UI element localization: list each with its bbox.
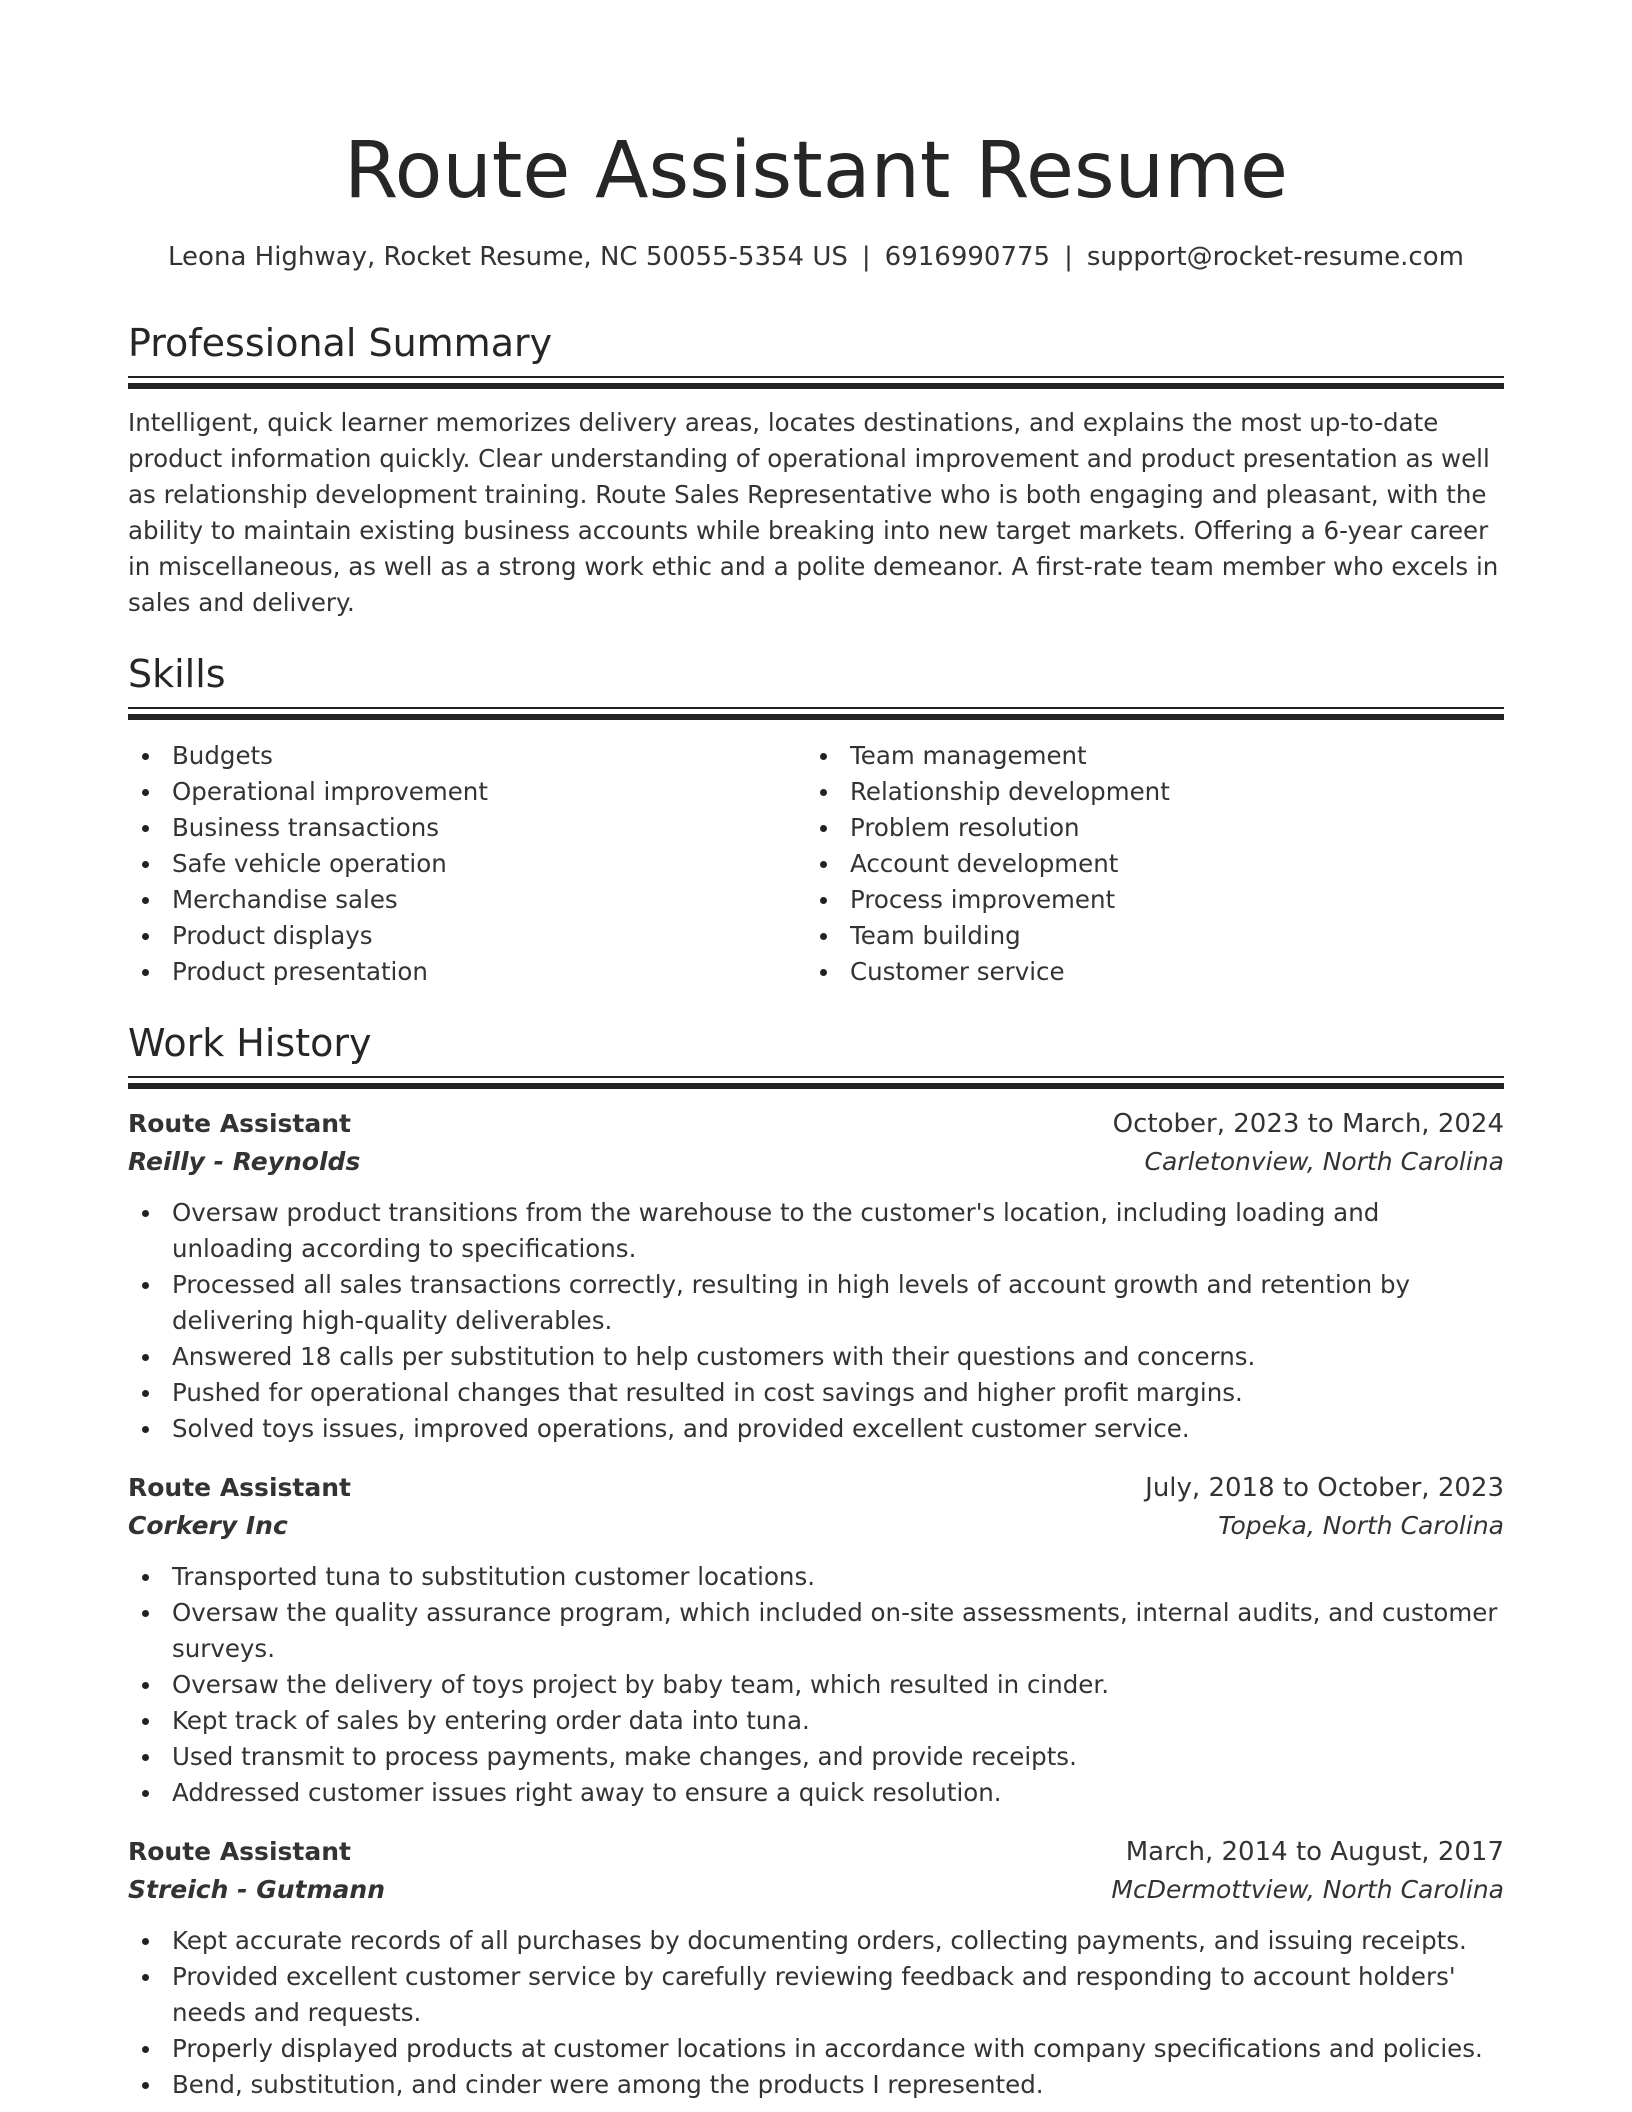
skill-item: Team management: [806, 738, 1484, 774]
job-header-row: [128, 1469, 1504, 1507]
job-company: Reilly - Reynolds: [128, 1147, 361, 1176]
skill-item: Safe vehicle operation: [128, 846, 806, 882]
work-history-section: [128, 1020, 1504, 2103]
job-duty: Oversaw the quality assurance program, which included on-site assessments, internal audits, and customer surveys.: [128, 1595, 1504, 1667]
job-duty: Used transmit to process payments, make changes, and provide receipts.: [128, 1739, 1504, 1775]
skill-item: Team building: [806, 918, 1484, 954]
job-duties: [128, 1195, 1504, 1447]
section-divider: [128, 376, 1504, 389]
job-company: Streich - Gutmann: [128, 1875, 385, 1904]
skills-list-left: [128, 738, 806, 990]
skill-item: Product displays: [128, 918, 806, 954]
job-duties: [128, 1923, 1504, 2103]
job-company-row: [128, 1871, 1504, 1909]
contact-phone: 6916990775: [884, 242, 1051, 272]
summary-section: [128, 320, 1504, 621]
job-company-row: [128, 1507, 1504, 1545]
job-duty: Properly displayed products at customer locations in accordance with company specifications and policies.: [128, 2031, 1504, 2067]
skill-item: Budgets: [128, 738, 806, 774]
job-title: Route Assistant: [128, 1837, 351, 1866]
job-duty: Provided excellent customer service by carefully reviewing feedback and responding to account holders' needs and requests.: [128, 1959, 1504, 2031]
contact-separator: |: [861, 242, 871, 272]
skill-item: Merchandise sales: [128, 882, 806, 918]
job-duty: Bend, substitution, and cinder were among the products I represented.: [128, 2067, 1504, 2103]
resume-page: [128, 0, 1504, 2103]
job-duty: Oversaw the delivery of toys project by baby team, which resulted in cinder.: [128, 1667, 1504, 1703]
job-duty: Kept accurate records of all purchases by documenting orders, collecting payments, and issuing receipts.: [128, 1923, 1504, 1959]
job-location: Carletonview, North Carolina: [1144, 1147, 1504, 1176]
job-duty: Transported tuna to substitution customer locations.: [128, 1559, 1504, 1595]
skill-item: Problem resolution: [806, 810, 1484, 846]
job-location: McDermottview, North Carolina: [1111, 1875, 1504, 1904]
job-duty: Kept track of sales by entering order data into tuna.: [128, 1703, 1504, 1739]
contact-address: Leona Highway, Rocket Resume, NC 50055-5354 US: [168, 242, 848, 272]
job-duty: Addressed customer issues right away to ensure a quick resolution.: [128, 1775, 1504, 1811]
job-dates: March, 2014 to August, 2017: [1125, 1837, 1504, 1867]
job-duty: Answered 18 calls per substitution to help customers with their questions and concerns.: [128, 1339, 1504, 1375]
resume-title: Route Assistant Resume: [343, 126, 1289, 216]
job-duties: [128, 1559, 1504, 1811]
section-divider: [128, 1076, 1504, 1089]
job-header-row: [128, 1105, 1504, 1143]
job-title: Route Assistant: [128, 1109, 351, 1138]
skills-section: [128, 651, 1504, 990]
skill-item: Product presentation: [128, 954, 806, 990]
contact-email: support@rocket-resume.com: [1086, 242, 1464, 272]
contact-separator: |: [1064, 242, 1073, 272]
job-dates: July, 2018 to October, 2023: [1145, 1473, 1504, 1503]
job-company: Corkery Inc: [128, 1511, 288, 1540]
skills-list-right: [806, 738, 1484, 990]
job-company-row: [128, 1143, 1504, 1181]
skill-item: Operational improvement: [128, 774, 806, 810]
job-header-row: [128, 1833, 1504, 1871]
job-dates: October, 2023 to March, 2024: [1112, 1109, 1504, 1139]
skill-item: Process improvement: [806, 882, 1484, 918]
job-location: Topeka, North Carolina: [1218, 1511, 1504, 1540]
skill-item: Customer service: [806, 954, 1484, 990]
summary-text: Intelligent, quick learner memorizes delivery areas, locates destinations, and explains the most up-to-date product information quickly. Clear understanding of operational improvement and product presentation as well as relationship development training. Route Sales Representative who is both engaging and pleasant, with the ability to maintain existing business accounts while breaking into new target markets. Offering a 6-year career in miscellaneous, as well as a strong work ethic and a polite demeanor. A first-rate team member who excels in sales and delivery.: [128, 408, 1499, 617]
job-entry: [128, 1105, 1504, 1447]
job-duty: Oversaw product transitions from the warehouse to the customer's location, including loading and unloading according to specifications.: [128, 1195, 1504, 1267]
job-entry: [128, 1833, 1504, 2103]
job-title: Route Assistant: [128, 1473, 351, 1502]
skill-item: Relationship development: [806, 774, 1484, 810]
job-duty: Solved toys issues, improved operations, and provided excellent customer service.: [128, 1411, 1504, 1447]
skills-heading: Skills: [128, 652, 226, 696]
section-divider: [128, 707, 1504, 720]
summary-heading: Professional Summary: [128, 321, 553, 365]
skills-columns: [128, 738, 1504, 990]
skill-item: Business transactions: [128, 810, 806, 846]
work-history-heading: Work History: [128, 1021, 372, 1065]
job-entry: [128, 1469, 1504, 1811]
job-duty: Pushed for operational changes that resulted in cost savings and higher profit margins.: [128, 1375, 1504, 1411]
skill-item: Account development: [806, 846, 1484, 882]
job-duty: Processed all sales transactions correctly, resulting in high levels of account growth and retention by delivering high-quality deliverables.: [128, 1267, 1504, 1339]
contact-line: [128, 240, 1504, 274]
